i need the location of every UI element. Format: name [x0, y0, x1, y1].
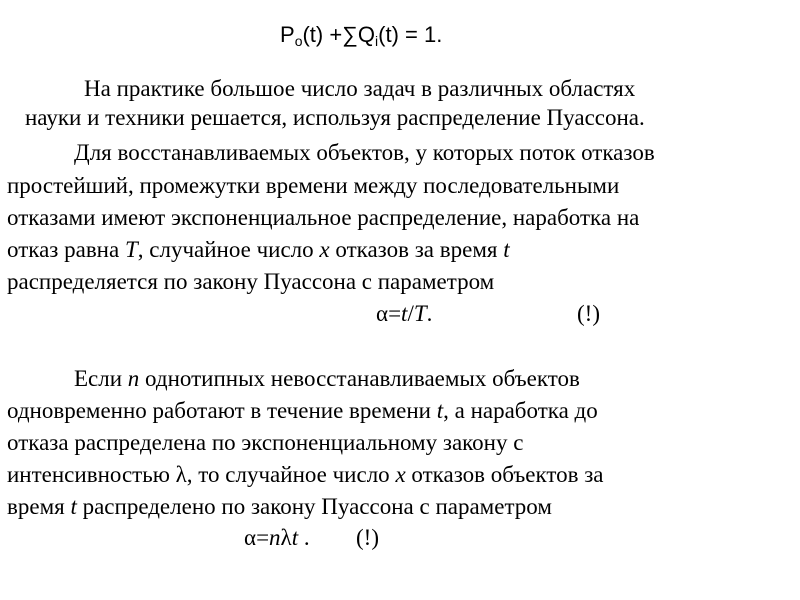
paragraph3-line5: время t распределено по закону Пуассона с параметром	[7, 494, 552, 519]
paragraph2-line5: распределяется по закону Пуассона с параметром	[7, 269, 495, 294]
paragraph3-line2: одновременно работают в течение времени t, а наработка до	[7, 398, 598, 423]
paragraph2-line2: простейший, промежутки времени между последовательными	[7, 173, 620, 198]
paragraph1-line1: На практике большое число задач в различных областях	[84, 76, 636, 101]
equation-alpha-n-lambda-t: α=nλt .	[244, 525, 310, 550]
paragraph3-line1: Если n однотипных невосстанавливаемых объектов	[74, 366, 580, 391]
paragraph3-line4: интенсивностью λ, то случайное число x отказов объектов за	[7, 462, 604, 487]
equation1-mark: (!)	[577, 301, 600, 326]
normalization-formula: $P_o(t) +\sum Q_i(t) = 1$.	[280, 22, 443, 49]
equation2-mark: (!)	[356, 525, 379, 550]
equation-alpha-t-over-T: α=t/T.	[376, 301, 433, 326]
paragraph2-line1: Для восстанавливаемых объектов, у которых поток отказов	[74, 140, 655, 165]
paragraph2-line3: отказами имеют экспоненциальное распределение, наработка на	[7, 205, 640, 230]
paragraph2-line4: отказ равна T, случайное число x отказов за время t	[7, 237, 510, 262]
paragraph3-line3: отказа распределена по экспоненциальному закону с	[7, 430, 524, 455]
paragraph1-line2: науки и техники решается, используя распределение Пуассона.	[25, 105, 645, 130]
